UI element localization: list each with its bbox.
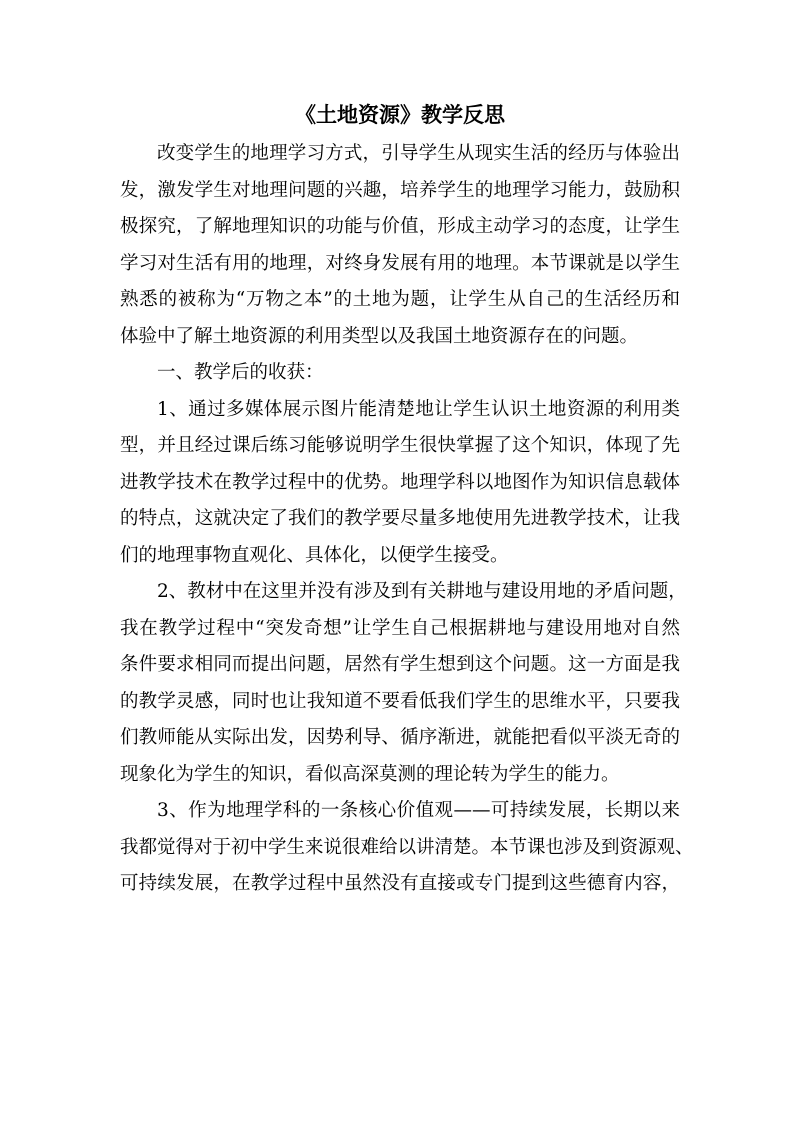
paragraph-line: 可持续发展，在教学过程中虽然没有直接或专门提到这些德育内容， (120, 873, 680, 894)
paragraph-line: 改变学生的地理学习方式，引导学生从现实生活的经历与体验出 (157, 143, 680, 164)
paragraph-line: 学习对生活有用的地理，对终身发展有用的地理。本节课就是以学生 (120, 252, 680, 274)
paragraph-point-1 (120, 392, 680, 575)
paragraph-line: 的特点，这就决定了我们的教学要尽量多地使用先进教学技术，让我 (120, 508, 680, 529)
document-body (120, 100, 694, 903)
paragraph-line: 体验中了解土地资源的利用类型以及我国土地资源存在的问题。 (120, 325, 639, 347)
paragraph-line: 1、通过多媒体展示图片能清楚地让学生认识土地资源的利用类 (157, 398, 680, 420)
paragraph-line: 进教学技术在教学过程中的优势。地理学科以地图作为知识信息载体 (120, 471, 680, 493)
paragraph-line: 2、教材中在这里并没有涉及到有关耕地与建设用地的矛盾问题， (157, 581, 687, 602)
paragraph-line: 们教师能从实际出发，因势利导、循序渐进，就能把看似平淡无奇的 (120, 727, 680, 748)
paragraph-line: 现象化为学生的知识，看似高深莫测的理论转为学生的能力。 (120, 763, 620, 785)
paragraph-line: 条件要求相同而提出问题，居然有学生想到这个问题。这一方面是我 (120, 654, 680, 675)
paragraph-line: 型，并且经过课后练习能够说明学生很快掌握了这个知识，体现了先 (120, 435, 680, 456)
paragraph-line: 的教学灵感，同时也让我知道不要看低我们学生的思维水平，只要我 (120, 690, 680, 712)
paragraph-line: 发，激发学生对地理问题的兴趣，培养学生的地理学习能力，鼓励积 (120, 179, 680, 201)
paragraph-line: 极探究，了解地理知识的功能与价值，形成主动学习的态度，让学生 (120, 216, 680, 237)
paragraph-line: 我在教学过程中“突发奇想”让学生自己根据耕地与建设用地对自然 (120, 617, 680, 639)
section-heading (120, 355, 680, 392)
paragraph-line: 一、教学后的收获： (157, 362, 324, 383)
paragraph-line: 3、作为地理学科的一条核心价值观——可持续发展，长期以来 (157, 800, 680, 821)
paragraph-point-3 (120, 793, 694, 903)
paragraph-line: 们的地理事物直观化、具体化，以便学生接受。 (120, 544, 509, 566)
document-title: 《土地资源》教学反思 (295, 102, 505, 127)
paragraph-point-2 (120, 574, 687, 793)
paragraph-line: 我都觉得对于初中学生来说很难给以讲清楚。本节课也涉及到资源观、 (120, 836, 694, 858)
paragraph-intro (120, 136, 680, 355)
paragraph-line: 熟悉的被称为“万物之本”的土地为题，让学生从自己的生活经历和 (120, 289, 680, 310)
